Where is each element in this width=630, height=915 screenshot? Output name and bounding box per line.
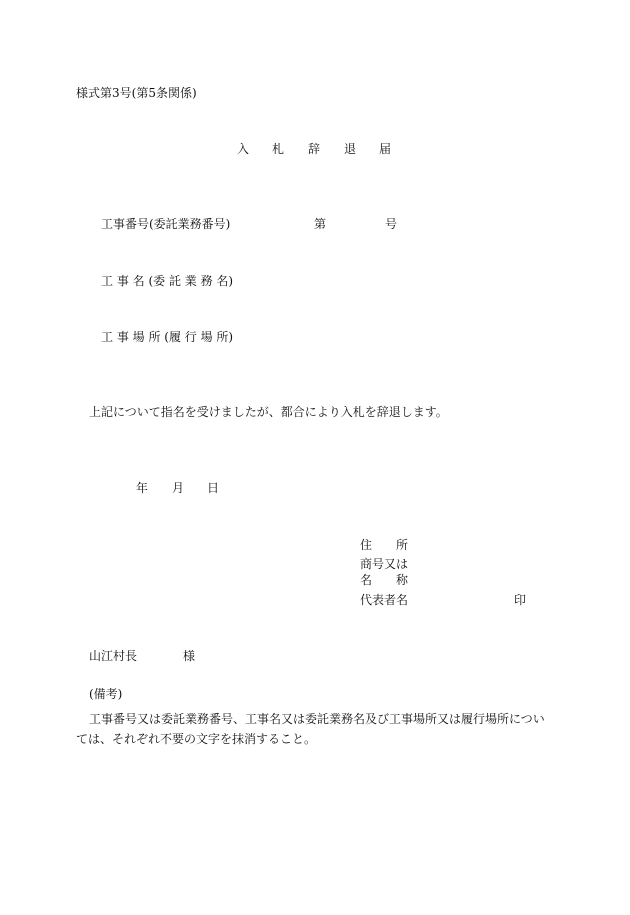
project-location-label: 工 事 場 所 (履 行 場 所) (101, 330, 234, 344)
project-number-suffix: 号 (385, 217, 398, 231)
project-number-prefix: 第 (314, 217, 327, 231)
date-year: 年 (136, 481, 149, 495)
project-number-label: 工事番号(委託業務番号) (101, 217, 231, 231)
title-char-1: 入 (237, 142, 250, 156)
project-name-label: 工 事 名 (委 託 業 務 名) (101, 274, 234, 288)
title-char-5: 届 (379, 142, 392, 156)
date-month: 月 (172, 481, 185, 495)
trade-name-label: 商号又は (360, 557, 409, 571)
declaration-statement: 上記について指名を受けましたが、都合により入札を辞退します。 (89, 405, 448, 419)
address-label-char-1: 住 (360, 538, 373, 552)
addressee-name: 山江村長 (89, 649, 138, 663)
title-char-4: 退 (344, 142, 357, 156)
addressee-honorific: 様 (183, 649, 196, 663)
form-number: 様式第3号(第5条関係) (76, 86, 197, 100)
representative-label: 代表者名 (360, 593, 409, 607)
name-label-char-1: 名 (360, 573, 373, 587)
date-day: 日 (207, 481, 220, 495)
address-label-char-2: 所 (396, 538, 409, 552)
title-char-2: 札 (272, 142, 285, 156)
title-char-3: 辞 (308, 142, 321, 156)
name-label-char-2: 称 (396, 573, 409, 587)
remarks-heading: (備考) (89, 687, 123, 701)
remarks-text: 工事番号又は委託業務番号、工事名又は委託業務名及び工事場所又は履行場所については、それぞれ不要の文字を抹消すること。 (76, 712, 545, 746)
seal-mark: 印 (514, 593, 527, 607)
